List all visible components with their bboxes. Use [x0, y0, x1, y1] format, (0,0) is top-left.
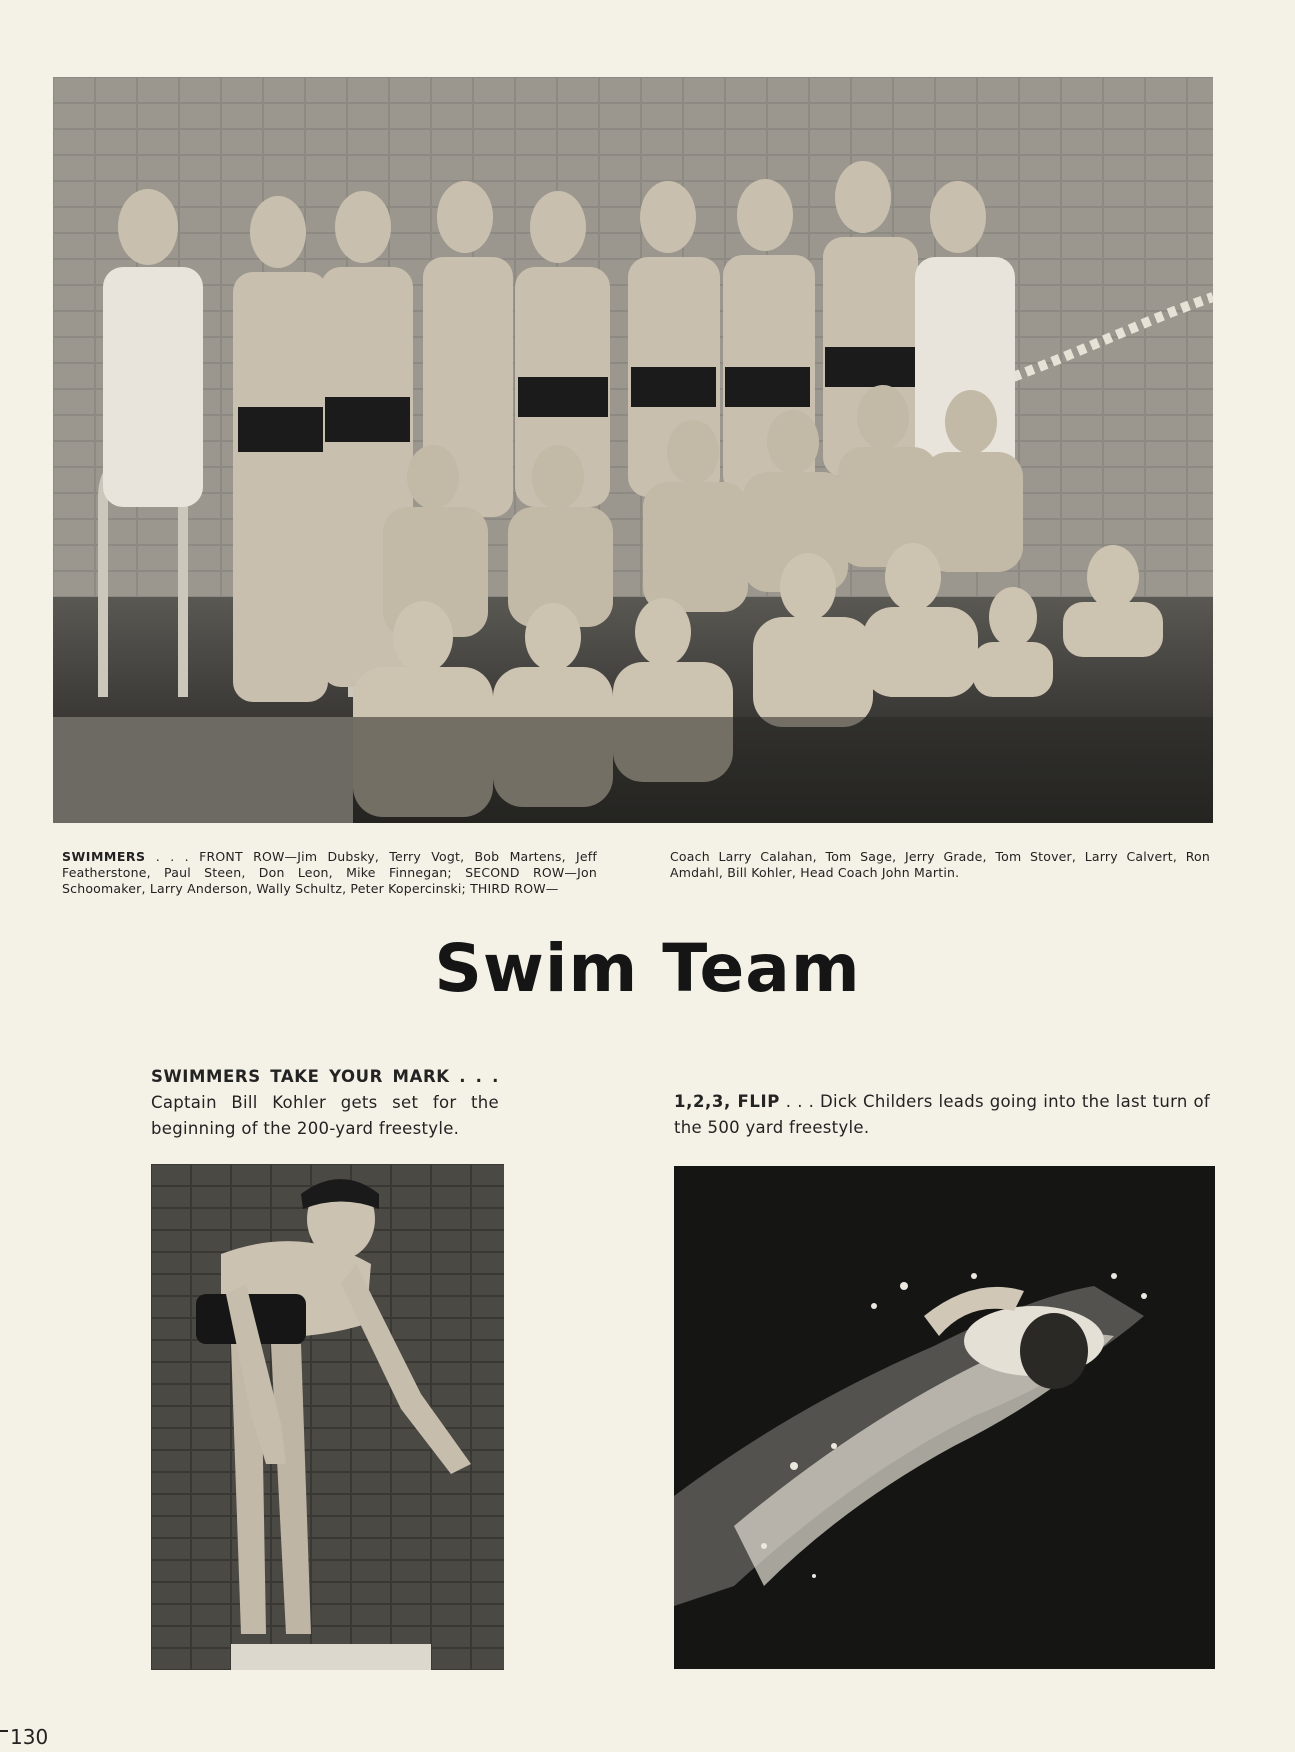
team-caption-lead: SWIMMERS: [62, 849, 146, 864]
start-caption-text: Captain Bill Kohler gets set for the beginning of the 200-yard freestyle.: [151, 1093, 499, 1138]
team-photo: [53, 77, 1213, 823]
team-caption-left-text: . . . FRONT ROW—Jim Dubsky, Terry Vogt, Bob Martens, Jeff Featherstone, Paul Steen, Don Leon, Mike Finnegan; SECOND ROW—Jon Schoomaker, Larry Anderson, Wally Schultz, Peter Kopercinski; THIRD ROW—: [62, 849, 597, 896]
page-title: Swim Team: [434, 930, 861, 1007]
start-photo-image: [151, 1164, 504, 1670]
flip-photo-image: [674, 1166, 1215, 1669]
page-number: 130: [10, 1725, 49, 1749]
flip-caption: [674, 1089, 1210, 1141]
start-caption: [151, 1064, 499, 1142]
page-edge-mark: [0, 1730, 8, 1732]
team-caption-right: Coach Larry Calahan, Tom Sage, Jerry Grade, Tom Stover, Larry Calvert, Ron Amdahl, Bill Kohler, Head Coach John Martin.: [670, 849, 1210, 880]
team-caption-left: [62, 849, 597, 897]
flip-caption-lead: 1,2,3, FLIP: [674, 1092, 780, 1111]
team-photo-image: [53, 77, 1213, 823]
flip-caption-text: . . . Dick Childers leads going into the last turn of the 500 yard freestyle.: [674, 1092, 1211, 1137]
flip-photo: [674, 1166, 1215, 1669]
start-caption-lead: SWIMMERS TAKE YOUR MARK . . .: [151, 1067, 499, 1086]
start-photo: [151, 1164, 504, 1670]
